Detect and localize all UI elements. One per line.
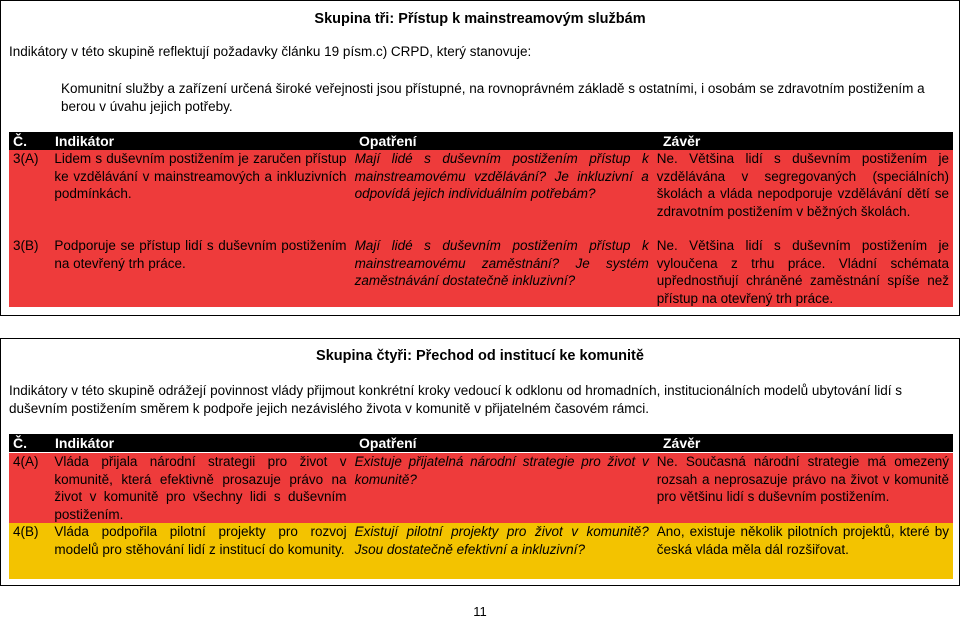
row-conclusion: Ne. Většina lidí s duševním postižením je vzdělávána v segregovaných (speciálních) školách a vláda nepodporuje vzdělávání dětí se zdravotním postižením v běžných školách. bbox=[656, 151, 949, 219]
group3-header-bar bbox=[9, 132, 953, 150]
group3-header-no: Č. bbox=[13, 133, 27, 149]
group3-header-measure: Opatření bbox=[359, 133, 417, 149]
group4-table bbox=[9, 453, 953, 579]
row-measure: Existuje přijatelná národní strategie pro život v komunitě? bbox=[354, 454, 649, 487]
table-row bbox=[9, 523, 953, 579]
group4-header-measure: Opatření bbox=[359, 435, 417, 451]
group3-table bbox=[9, 150, 953, 307]
group3-intro: Indikátory v této skupině reflektují požadavky článku 19 písm.c) CRPD, který stanovuje: bbox=[9, 44, 532, 59]
group3-header-conclusion: Závěr bbox=[663, 133, 701, 149]
row-measure: Mají lidé s duševním postižením přístup k mainstreamovému vzdělávání? Je inkluzivní a odpovídá jejich individuálním potřebám? bbox=[354, 151, 649, 201]
group3-title: Skupina tři: Přístup k mainstreamovým službám bbox=[314, 11, 646, 27]
row-conclusion: Ne. Většina lidí s duševním postižením je vyloučena z trhu práce. Vládní schémata upřednostňují chráněné zaměstnání spíše než přístup na otevřený trh práce. bbox=[656, 238, 949, 306]
row-number: 3(B) bbox=[13, 238, 39, 253]
group4-intro: Indikátory v této skupině odrážejí povinnost vlády přijmout konkrétní kroky vedoucí k odklonu od hromadních, institucionálních modelů ubytování lidí s duševním postižením směrem k podpoře jejich nezávislého života v komunitě v přijatelném časovém rámci. bbox=[9, 383, 902, 416]
row-conclusion: Ne. Současná národní strategie má omezený rozsah a neprosazuje právo na život v komunitě pro většinu lidí s duševním postižením. bbox=[656, 454, 949, 504]
group4-header-conclusion: Závěr bbox=[663, 435, 701, 451]
group4-header-indicator: Indikátor bbox=[55, 435, 115, 451]
row-measure: Mají lidé s duševním postižením přístup k mainstreamovému zaměstnání? Je systém zaměstnávání dostatečně inkluzivní? bbox=[354, 238, 649, 288]
group3-header-indicator: Indikátor bbox=[55, 133, 115, 149]
row-measure: Existují pilotní projekty pro život v komunitě? Jsou dostatečně efektivní a inkluzivní? bbox=[354, 524, 649, 557]
row-indicator: Vláda podpořila pilotní projekty pro rozvoj modelů pro stěhování lidí z institucí do komunity. bbox=[54, 524, 347, 557]
row-number: 4(A) bbox=[13, 454, 39, 469]
group3-quote: Komunitní služby a zařízení určená široké veřejnosti jsou přístupné, na rovnoprávném základě s ostatními, i osobám se zdravotním postižením a berou v úvahu jejich potřeby. bbox=[61, 81, 925, 114]
row-number: 3(A) bbox=[13, 151, 39, 166]
page-number: 11 bbox=[473, 604, 487, 619]
row-indicator: Vláda přijala národní strategii pro život v komunitě, která efektivně prosazuje právo na život v komunitě pro všechny lidi s duševním postižením. bbox=[54, 454, 347, 522]
group4-section bbox=[0, 338, 960, 586]
table-row bbox=[9, 453, 953, 523]
group4-header-no: Č. bbox=[13, 435, 27, 451]
row-conclusion: Ano, existuje několik pilotních projektů, které by česká vláda měla dál rozšiřovat. bbox=[656, 524, 949, 557]
group4-header-bar bbox=[9, 434, 953, 452]
table-row bbox=[9, 150, 953, 237]
row-indicator: Lidem s duševním postižením je zaručen přístup ke vzdělávání v mainstreamových a inkluzivních podmínkách. bbox=[54, 151, 347, 201]
group4-title: Skupina čtyři: Přechod od institucí ke komunitě bbox=[316, 348, 644, 364]
table-row bbox=[9, 237, 953, 307]
row-number: 4(B) bbox=[13, 524, 39, 539]
row-indicator: Podporuje se přístup lidí s duševním postižením na otevřený trh práce. bbox=[54, 238, 347, 271]
